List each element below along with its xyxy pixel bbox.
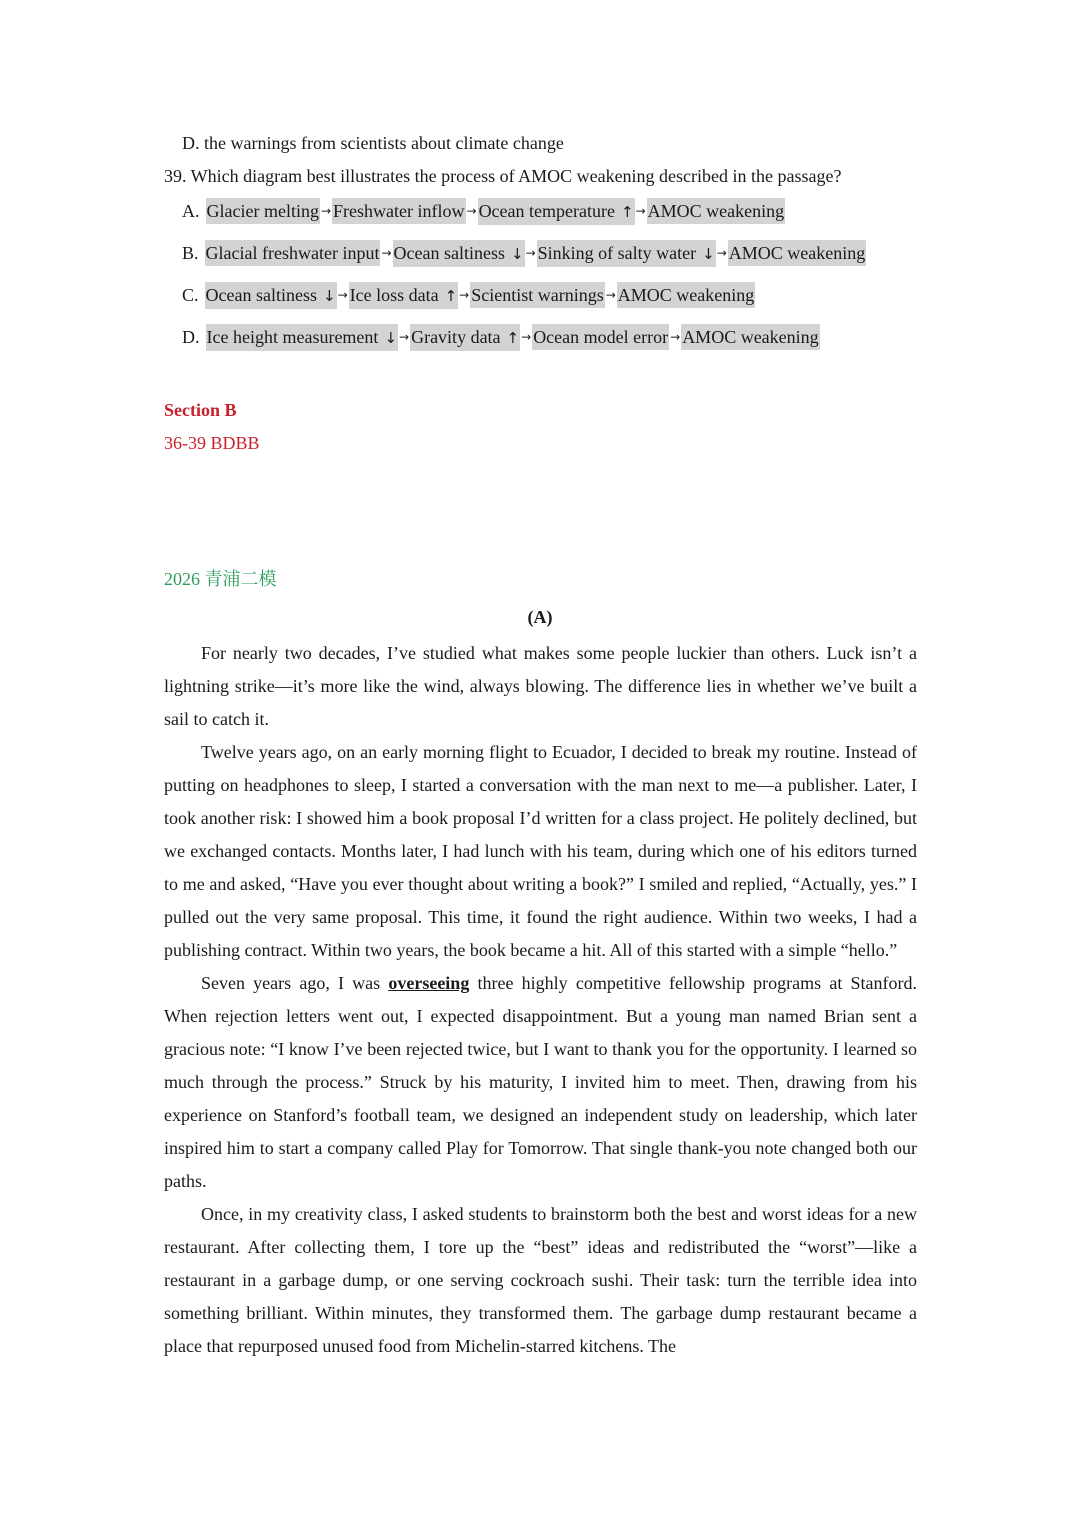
diagram-step-box (532, 324, 669, 350)
diagram-step-label: Ocean model error (533, 327, 669, 347)
option-letter: A. (182, 201, 200, 221)
diagram-step-box (349, 282, 459, 309)
diagram-step-label: AMOC weakening (617, 285, 755, 305)
diagram-option-a (182, 198, 785, 224)
option-letter: C. (182, 285, 199, 305)
diagram-step-box (647, 198, 785, 224)
diagram-step-box (332, 198, 465, 224)
diagram-step-box (728, 240, 866, 266)
diagram-step-label: AMOC weakening (728, 243, 866, 263)
diagram-step-label: Ocean saltiness (393, 242, 505, 263)
diagram-step-label: Glacier melting (206, 201, 319, 221)
diagram-step-box (206, 198, 320, 224)
right-arrow-icon: → (521, 330, 532, 344)
right-arrow-icon: → (605, 288, 616, 302)
diagram-step-box (205, 282, 337, 309)
diagram-step-box (478, 198, 635, 225)
option-letter: D. (182, 327, 200, 347)
passage-paragraph: Once, in my creativity class, I asked students to brainstorm both the best and worst ideas for a new restaurant. After collecting them, I tore up the “best” ideas and redistributed the “worst”—like a restaurant in a garbage dump, or one serving cockroach sushi. Their task: turn the terrible idea into something brilliant. Within minutes, they transformed them. The garbage dump restaurant became a place that repurposed unused food from Michelin-starred kitchens. The (164, 1204, 917, 1356)
right-arrow-icon: → (716, 246, 727, 260)
diagram-step-label: Freshwater inflow (333, 201, 465, 221)
decrease-arrow-icon: ↓ (384, 328, 398, 347)
passage-body (164, 637, 917, 1363)
diagram-step-label: Ice height measurement (206, 326, 379, 347)
diagram-option-b (182, 240, 866, 266)
diagram-step-label: Gravity data (411, 326, 501, 347)
question-39: 39. Which diagram best illustrates the process of AMOC weakening described in the passage? (164, 166, 842, 186)
diagram-step-box (681, 324, 819, 350)
right-arrow-icon: → (381, 246, 392, 260)
diagram-option-c (182, 282, 755, 308)
diagram-step-label: Scientist warnings (471, 285, 604, 305)
passage-label: (A) (527, 607, 553, 627)
right-arrow-icon: → (399, 330, 410, 344)
right-arrow-icon: → (525, 246, 536, 260)
right-arrow-icon: → (459, 288, 470, 302)
passage-paragraph: Twelve years ago, on an early morning flight to Ecuador, I decided to break my routine. Instead of putting on headphones to sleep, I started a conversation with the man next to me—a publisher. Later, I took another risk: I showed him a book proposal I’d written for a class project. He politely declined, but we exchanged contacts. Months later, I had lunch with his team, during which one of his editors turned to me and asked, “Have you ever thought about writing a book?” I smiled and replied, “Actually, yes.” I pulled out the very same proposal. This time, it found the right audience. Within two weeks, I had a publishing contract. Within two years, the book became a hit. All of this started with a simple “hello.” (164, 742, 917, 960)
diagram-step-label: AMOC weakening (682, 327, 819, 347)
right-arrow-icon: → (466, 204, 477, 218)
right-arrow-icon: → (635, 204, 646, 218)
diagram-step-label: Sinking of salty water (537, 242, 697, 263)
diagram-step-label: Ice loss data (349, 284, 439, 305)
section-b-answers: 36-39 BDBB (164, 433, 260, 453)
passage-paragraph: Seven years ago, I was overseeing three highly competitive fellowship programs at Stanford. When rejection letters went out, I expected disappointment. But a young man named Brian sent a gracious note: “I know I’ve been rejected twice, but I want to thank you for the opportunity. I learned so much through the process.” Struck by his maturity, I invited him to meet. Then, drawing from his experience on Stanford’s football team, we designed an independent study on leadership, which later inspired him to start a company called Play for Tomorrow. That single thank-you note changed both our paths. (164, 973, 917, 1191)
option-letter: B. (182, 243, 199, 263)
previous-question-option-d: D. the warnings from scientists about climate change (182, 133, 564, 153)
passage-paragraph: For nearly two decades, I’ve studied what makes some people luckier than others. Luck isn’t a lightning strike—it’s more like the wind, always blowing. The difference lies in whether we’ve built a sail to catch it. (164, 643, 917, 729)
decrease-arrow-icon: ↓ (510, 244, 524, 263)
right-arrow-icon: → (337, 288, 348, 302)
increase-arrow-icon: ↑ (620, 202, 634, 221)
diagram-option-d (182, 324, 820, 350)
diagram-step-label: Glacial freshwater input (205, 243, 380, 263)
diagram-step-box (537, 240, 716, 267)
diagram-step-label: AMOC weakening (647, 201, 785, 221)
diagram-step-box (205, 240, 381, 266)
right-arrow-icon: → (670, 330, 681, 344)
underlined-word: overseeing (388, 973, 470, 993)
diagram-step-box (617, 282, 755, 308)
diagram-step-box (206, 324, 399, 351)
decrease-arrow-icon: ↓ (702, 244, 715, 263)
diagram-step-label: Ocean temperature (478, 200, 615, 221)
diagram-step-box (410, 324, 520, 351)
right-arrow-icon: → (320, 204, 332, 218)
increase-arrow-icon: ↑ (444, 286, 458, 305)
diagram-step-label: Ocean saltiness (205, 284, 317, 305)
decrease-arrow-icon: ↓ (322, 286, 336, 305)
diagram-step-box (393, 240, 525, 267)
diagram-step-box (470, 282, 605, 308)
section-b-title: Section B (164, 400, 237, 420)
exam-tag: 2026 青浦二模 (164, 569, 277, 589)
increase-arrow-icon: ↑ (506, 328, 520, 347)
